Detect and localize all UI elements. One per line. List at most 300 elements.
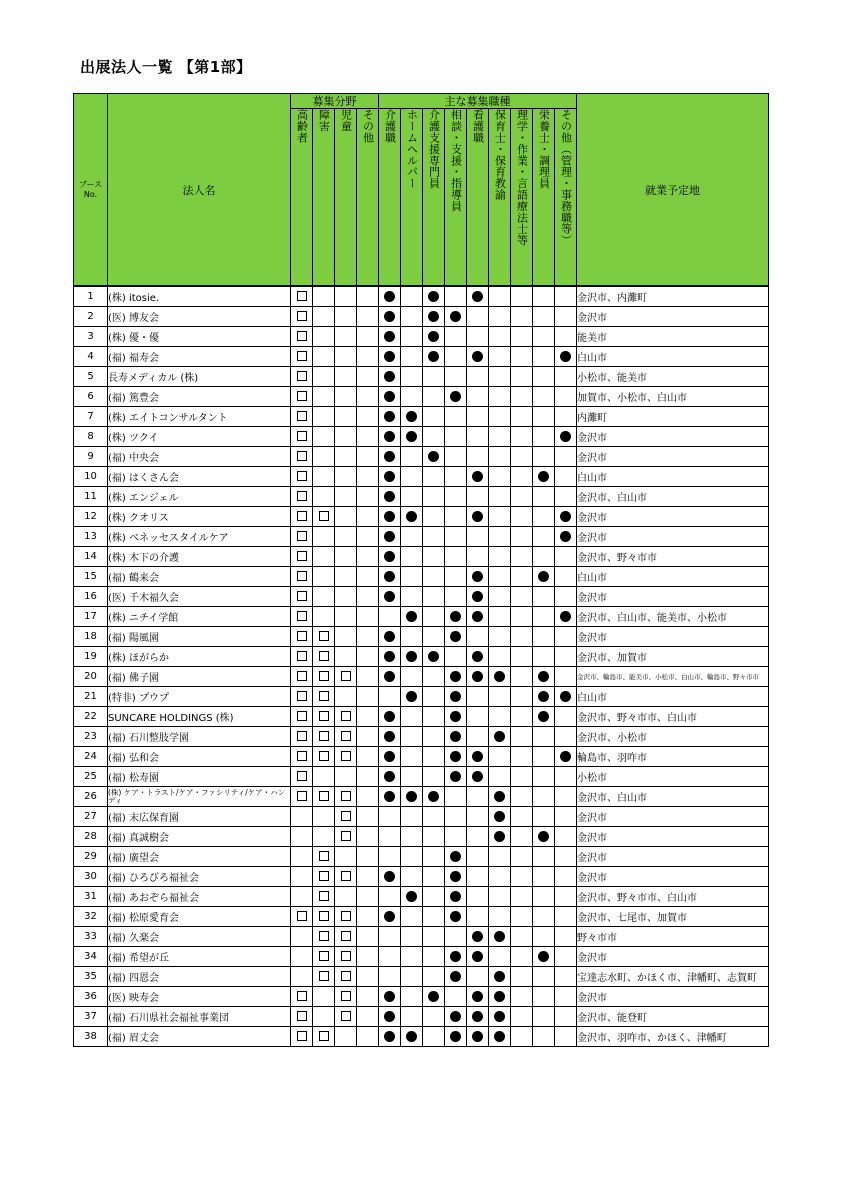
work-location: 金沢市	[577, 987, 769, 1007]
field-cell	[313, 907, 335, 927]
field-cell	[291, 607, 313, 627]
work-location: 金沢市	[577, 947, 769, 967]
job-cell	[555, 347, 577, 367]
filled-circle-icon	[494, 671, 505, 682]
job-cell	[511, 487, 533, 507]
job-cell	[379, 627, 401, 647]
field-cell	[313, 407, 335, 427]
job-cell	[445, 907, 467, 927]
filled-circle-icon	[472, 1031, 483, 1042]
field-cell	[335, 867, 357, 887]
filled-circle-icon	[560, 351, 571, 362]
job-cell	[511, 787, 533, 807]
job-cell	[511, 286, 533, 307]
job-cell	[379, 827, 401, 847]
job-cell	[533, 627, 555, 647]
work-location: 白山市	[577, 467, 769, 487]
field-cell	[291, 827, 313, 847]
job-cell	[401, 787, 423, 807]
job-cell	[423, 807, 445, 827]
checkbox-mark-icon	[297, 591, 307, 601]
job-cell	[511, 467, 533, 487]
checkbox-mark-icon	[341, 991, 351, 1001]
booth-no: 11	[74, 487, 108, 507]
field-cell	[357, 747, 379, 767]
job-cell	[423, 1027, 445, 1047]
job-cell	[489, 747, 511, 767]
filled-circle-icon	[450, 631, 461, 642]
filled-circle-icon	[384, 531, 395, 542]
job-cell	[401, 907, 423, 927]
job-cell	[467, 887, 489, 907]
filled-circle-icon	[538, 831, 549, 842]
filled-circle-icon	[472, 571, 483, 582]
filled-circle-icon	[494, 971, 505, 982]
job-cell	[467, 707, 489, 727]
field-cell	[313, 987, 335, 1007]
filled-circle-icon	[450, 711, 461, 722]
job-cell	[445, 707, 467, 727]
work-location: 白山市	[577, 567, 769, 587]
corporation-name: (福) 久楽会	[108, 927, 291, 947]
field-cell	[335, 507, 357, 527]
field-cell	[291, 286, 313, 307]
field-header-label: その他	[361, 109, 375, 144]
job-cell	[445, 427, 467, 447]
field-cell	[357, 847, 379, 867]
work-location: 白山市	[577, 347, 769, 367]
field-cell	[313, 967, 335, 987]
table-row	[74, 707, 769, 727]
field-cell	[335, 567, 357, 587]
filled-circle-icon	[384, 291, 395, 302]
field-cell	[335, 527, 357, 547]
job-header-label: 看護職	[471, 109, 485, 144]
job-cell	[379, 327, 401, 347]
job-cell	[379, 967, 401, 987]
field-cell	[313, 627, 335, 647]
work-location: 宝達志水町、かほく市、津幡町、志賀町	[577, 967, 769, 987]
checkbox-mark-icon	[319, 1031, 329, 1041]
field-cell	[313, 767, 335, 787]
job-cell	[533, 867, 555, 887]
table-row	[74, 767, 769, 787]
checkbox-mark-icon	[341, 711, 351, 721]
job-cell	[401, 507, 423, 527]
field-cell	[357, 307, 379, 327]
job-cell	[379, 687, 401, 707]
main-jobs-header: 主な募集職種	[379, 94, 577, 109]
field-cell	[291, 727, 313, 747]
field-cell	[313, 607, 335, 627]
job-cell	[379, 667, 401, 687]
job-cell	[511, 667, 533, 687]
field-cell	[357, 707, 379, 727]
filled-circle-icon	[450, 1031, 461, 1042]
job-cell	[555, 387, 577, 407]
job-cell	[555, 887, 577, 907]
filled-circle-icon	[384, 791, 395, 802]
field-cell	[313, 947, 335, 967]
job-cell	[511, 567, 533, 587]
filled-circle-icon	[494, 831, 505, 842]
filled-circle-icon	[406, 651, 417, 662]
job-cell	[511, 747, 533, 767]
job-cell	[511, 807, 533, 827]
job-cell	[467, 1007, 489, 1027]
job-cell	[467, 347, 489, 367]
corporation-name: (福) 鶴来会	[108, 567, 291, 587]
table-row	[74, 307, 769, 327]
field-cell	[291, 687, 313, 707]
checkbox-mark-icon	[297, 391, 307, 401]
job-cell	[489, 827, 511, 847]
job-cell	[423, 867, 445, 887]
field-cell	[313, 1007, 335, 1027]
booth-no: 29	[74, 847, 108, 867]
booth-no: 33	[74, 927, 108, 947]
filled-circle-icon	[406, 611, 417, 622]
job-cell	[445, 286, 467, 307]
filled-circle-icon	[450, 971, 461, 982]
field-cell	[313, 667, 335, 687]
job-cell	[401, 827, 423, 847]
job-cell	[445, 307, 467, 327]
field-cell	[335, 1027, 357, 1047]
job-cell	[467, 767, 489, 787]
filled-circle-icon	[560, 751, 571, 762]
work-location: 金沢市	[577, 807, 769, 827]
checkbox-mark-icon	[341, 911, 351, 921]
field-cell	[357, 427, 379, 447]
job-cell	[555, 427, 577, 447]
job-cell	[511, 447, 533, 467]
field-cell	[335, 467, 357, 487]
checkbox-mark-icon	[319, 791, 329, 801]
filled-circle-icon	[406, 691, 417, 702]
job-cell	[467, 547, 489, 567]
job-cell	[423, 567, 445, 587]
filled-circle-icon	[384, 1011, 395, 1022]
job-cell	[445, 787, 467, 807]
field-cell	[357, 367, 379, 387]
corporation-name: (医) 映寿会	[108, 987, 291, 1007]
checkbox-mark-icon	[319, 911, 329, 921]
job-cell	[489, 427, 511, 447]
field-cell	[313, 467, 335, 487]
checkbox-mark-icon	[297, 691, 307, 701]
booth-no: 35	[74, 967, 108, 987]
job-cell	[467, 927, 489, 947]
job-cell	[423, 487, 445, 507]
recruit-field-header: 募集分野	[291, 94, 379, 109]
filled-circle-icon	[384, 411, 395, 422]
field-cell	[313, 587, 335, 607]
field-cell	[357, 607, 379, 627]
job-header	[489, 109, 511, 287]
job-cell	[379, 707, 401, 727]
work-location: 金沢市、野々市市、白山市	[577, 707, 769, 727]
field-cell	[291, 987, 313, 1007]
field-cell	[291, 767, 313, 787]
job-cell	[511, 727, 533, 747]
job-cell	[423, 327, 445, 347]
job-cell	[533, 787, 555, 807]
job-cell	[401, 767, 423, 787]
field-cell	[313, 286, 335, 307]
field-cell	[291, 787, 313, 807]
corporation-name: (株) クオリス	[108, 507, 291, 527]
job-cell	[489, 587, 511, 607]
job-cell	[401, 547, 423, 567]
job-cell	[379, 527, 401, 547]
corporation-name: (福) 石川県社会福祉事業団	[108, 1007, 291, 1027]
job-cell	[401, 427, 423, 447]
job-cell	[401, 727, 423, 747]
job-cell	[555, 367, 577, 387]
job-cell	[379, 747, 401, 767]
table-row	[74, 807, 769, 827]
job-cell	[489, 667, 511, 687]
job-cell	[489, 307, 511, 327]
booth-no: 23	[74, 727, 108, 747]
filled-circle-icon	[384, 911, 395, 922]
table-row	[74, 427, 769, 447]
field-cell	[335, 447, 357, 467]
job-cell	[423, 827, 445, 847]
job-cell	[423, 367, 445, 387]
corporation-name: (株) 優・優	[108, 327, 291, 347]
field-cell	[335, 807, 357, 827]
job-cell	[533, 367, 555, 387]
table-row	[74, 747, 769, 767]
filled-circle-icon	[538, 691, 549, 702]
job-cell	[533, 987, 555, 1007]
job-cell	[533, 967, 555, 987]
job-cell	[533, 767, 555, 787]
booth-no: 31	[74, 887, 108, 907]
field-cell	[291, 507, 313, 527]
filled-circle-icon	[384, 631, 395, 642]
filled-circle-icon	[428, 311, 439, 322]
filled-circle-icon	[450, 1011, 461, 1022]
booth-no: 13	[74, 527, 108, 547]
job-cell	[533, 687, 555, 707]
job-cell	[445, 447, 467, 467]
job-header-label: 介護職	[383, 109, 397, 144]
job-cell	[445, 647, 467, 667]
field-header	[357, 109, 379, 287]
job-header	[423, 109, 445, 287]
job-cell	[401, 647, 423, 667]
job-cell	[511, 687, 533, 707]
field-cell	[313, 707, 335, 727]
work-location: 金沢市	[577, 507, 769, 527]
checkbox-mark-icon	[297, 411, 307, 421]
field-cell	[335, 647, 357, 667]
field-cell	[291, 367, 313, 387]
filled-circle-icon	[472, 771, 483, 782]
corporation-name: (福) 真誠樹会	[108, 827, 291, 847]
job-cell	[511, 867, 533, 887]
job-cell	[489, 887, 511, 907]
job-cell	[379, 307, 401, 327]
job-cell	[401, 887, 423, 907]
work-location: 金沢市	[577, 827, 769, 847]
field-cell	[335, 1007, 357, 1027]
field-cell	[291, 847, 313, 867]
job-cell	[511, 1027, 533, 1047]
checkbox-mark-icon	[319, 731, 329, 741]
booth-no: 1	[74, 286, 108, 307]
job-cell	[401, 867, 423, 887]
job-header	[533, 109, 555, 287]
booth-no: 36	[74, 987, 108, 1007]
job-cell	[379, 1007, 401, 1027]
job-cell	[467, 907, 489, 927]
work-location: 小松市、能美市	[577, 367, 769, 387]
job-cell	[401, 627, 423, 647]
field-cell	[335, 987, 357, 1007]
filled-circle-icon	[428, 451, 439, 462]
table-row	[74, 467, 769, 487]
job-cell	[445, 387, 467, 407]
field-cell	[357, 327, 379, 347]
booth-no: 15	[74, 567, 108, 587]
filled-circle-icon	[384, 651, 395, 662]
job-cell	[467, 607, 489, 627]
table-row	[74, 1007, 769, 1027]
field-cell	[291, 707, 313, 727]
checkbox-mark-icon	[319, 711, 329, 721]
job-cell	[533, 647, 555, 667]
job-cell	[555, 307, 577, 327]
checkbox-mark-icon	[297, 671, 307, 681]
corporation-name: (株) ケア・トラスト/ケア・ファシリティ/ケア・ハンディ	[108, 787, 291, 807]
filled-circle-icon	[450, 771, 461, 782]
field-cell	[335, 286, 357, 307]
field-header-label: 児童	[339, 109, 353, 132]
job-cell	[533, 667, 555, 687]
job-cell	[511, 307, 533, 327]
field-cell	[291, 647, 313, 667]
job-header-label: 介護支援専門員	[427, 109, 441, 189]
table-row	[74, 927, 769, 947]
job-cell	[555, 687, 577, 707]
corporation-name: (株) ベネッセスタイルケア	[108, 527, 291, 547]
filled-circle-icon	[384, 751, 395, 762]
job-cell	[379, 467, 401, 487]
job-cell	[423, 286, 445, 307]
job-cell	[379, 567, 401, 587]
corporation-name: (福) 福寿会	[108, 347, 291, 367]
job-cell	[555, 507, 577, 527]
job-cell	[379, 907, 401, 927]
job-cell	[401, 1027, 423, 1047]
job-cell	[467, 507, 489, 527]
field-cell	[335, 387, 357, 407]
job-cell	[401, 467, 423, 487]
work-location: 金沢市	[577, 627, 769, 647]
job-cell	[445, 987, 467, 1007]
checkbox-mark-icon	[297, 371, 307, 381]
filled-circle-icon	[428, 651, 439, 662]
job-cell	[423, 1007, 445, 1027]
field-cell	[313, 487, 335, 507]
booth-no: 3	[74, 327, 108, 347]
field-cell	[335, 407, 357, 427]
job-cell	[445, 867, 467, 887]
booth-no: 32	[74, 907, 108, 927]
checkbox-mark-icon	[297, 911, 307, 921]
field-cell	[291, 347, 313, 367]
job-cell	[489, 807, 511, 827]
field-cell	[335, 787, 357, 807]
checkbox-mark-icon	[319, 751, 329, 761]
job-cell	[467, 847, 489, 867]
field-cell	[313, 327, 335, 347]
table-row	[74, 847, 769, 867]
corporation-name: (株) ツクイ	[108, 427, 291, 447]
job-cell	[533, 407, 555, 427]
job-cell	[511, 347, 533, 367]
field-cell	[357, 286, 379, 307]
filled-circle-icon	[384, 671, 395, 682]
table-row	[74, 567, 769, 587]
job-cell	[423, 547, 445, 567]
field-cell	[357, 727, 379, 747]
filled-circle-icon	[384, 731, 395, 742]
job-cell	[489, 927, 511, 947]
table-row	[74, 627, 769, 647]
job-cell	[511, 947, 533, 967]
checkbox-mark-icon	[297, 291, 307, 301]
job-cell	[555, 527, 577, 547]
job-cell	[379, 727, 401, 747]
filled-circle-icon	[450, 731, 461, 742]
booth-no: 21	[74, 687, 108, 707]
job-cell	[423, 447, 445, 467]
job-cell	[533, 327, 555, 347]
filled-circle-icon	[450, 671, 461, 682]
field-cell	[291, 927, 313, 947]
job-cell	[489, 607, 511, 627]
job-cell	[445, 807, 467, 827]
job-cell	[489, 327, 511, 347]
field-cell	[313, 787, 335, 807]
job-cell	[379, 987, 401, 1007]
field-header	[313, 109, 335, 287]
job-cell	[445, 947, 467, 967]
work-location: 能美市	[577, 327, 769, 347]
job-cell	[467, 567, 489, 587]
work-location: 金沢市、輪島市、能美市、小松市、白山市、輪島市、野々市市	[577, 667, 769, 687]
job-cell	[467, 387, 489, 407]
checkbox-mark-icon	[297, 431, 307, 441]
corporation-name: (福) あおぞら福祉会	[108, 887, 291, 907]
filled-circle-icon	[450, 391, 461, 402]
job-cell	[467, 286, 489, 307]
field-cell	[291, 947, 313, 967]
checkbox-mark-icon	[297, 311, 307, 321]
table-row	[74, 547, 769, 567]
job-cell	[423, 427, 445, 447]
field-cell	[357, 987, 379, 1007]
field-cell	[335, 827, 357, 847]
job-cell	[445, 1027, 467, 1047]
job-cell	[401, 367, 423, 387]
job-header-label: ホームヘルパー	[405, 109, 419, 189]
